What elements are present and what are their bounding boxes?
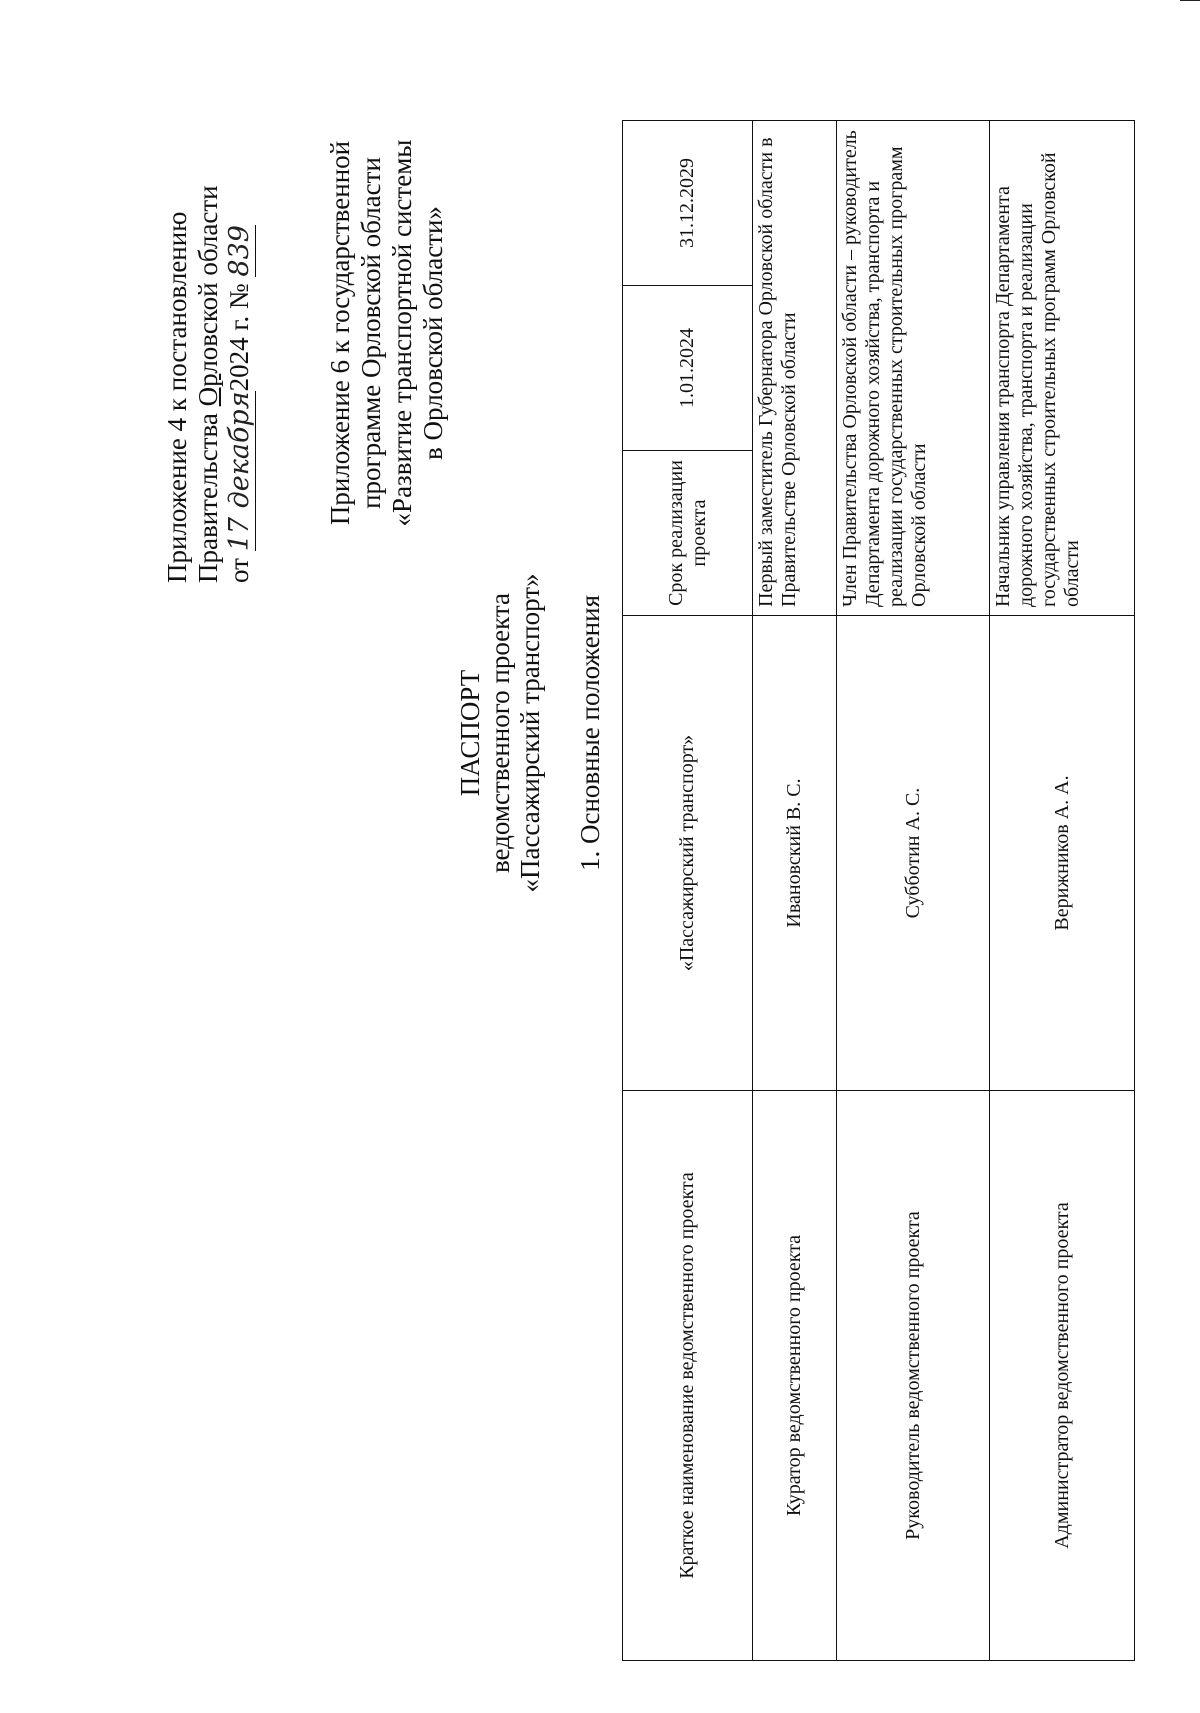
table-row-admin [990,121,1135,1661]
short-name-value: «Пассажирский транспорт» [623,616,753,1091]
appendix-6-block [325,103,449,563]
curator-name: Ивановский В. С. [753,616,837,1091]
appendix-4-line-3 [224,93,256,583]
handwritten-number: 839 [224,225,255,277]
appendix-4-line-2 [193,93,224,583]
admin-position: Начальник управления транспорта Департамента дорожного хозяйства, транспорта и реализации государственных строительных программ Орловской области [990,121,1135,616]
appendix-4-line-3-mid: 2024 г. № [224,283,254,392]
appendix-4-line-2-underlined: Ор [193,373,223,407]
appendix-4-line-2-rest: ловской области [193,185,223,374]
appendix-6-line-3: «Развитие транспортной системы [387,139,417,527]
table-row-curator [753,121,837,1661]
curator-label: Куратор ведомственного проекта [753,1091,837,1661]
appendix-6-line-4: в Орловской области» [418,206,448,460]
head-position: Член Правительства Орловской области – руководитель Департамента дорожного хозяйства, транспорта и реализации государственных строительных программ Орловской области [837,121,990,616]
table-row-short-name [623,121,753,1661]
term-label: Срок реализации проекта [623,451,753,616]
admin-name: Верижников А. А. [990,616,1135,1091]
handwritten-date: 17 декабря [224,391,255,552]
appendix-6-line-1: Приложение 6 к государственной [325,140,355,526]
admin-label: Администратор ведомственного проекта [990,1091,1135,1661]
head-label: Руководитель ведомственного проекта [837,1091,990,1661]
table-row-head [837,121,990,1661]
appendix-4-block [162,93,256,583]
curator-position: Первый заместитель Губернатора Орловской области в Правительстве Орловской области [753,121,837,616]
appendix-6-line-2: программе Орловской области [356,157,386,509]
main-provisions-table [622,120,1135,1661]
term-start: 1.01.2024 [623,286,753,451]
short-name-label: Краткое наименование ведомственного проекта [623,1091,753,1661]
passport-heading [455,453,545,1013]
passport-title: ПАСПОРТ [455,669,485,797]
appendix-4-line-1: Приложение 4 к постановлению [162,211,192,583]
appendix-4-line-2-prefix: Правительства [193,406,223,583]
appendix-4-line-3-prefix: от [224,551,254,583]
term-end: 31.12.2029 [623,121,753,286]
head-name: Субботин А. С. [837,616,990,1091]
scan-edge-mark [1180,0,1200,1]
passport-subtitle-2: «Пассажирский транспорт» [515,573,545,893]
section-title: 1. Основные положения [575,595,605,871]
passport-subtitle-1: ведомственного проекта [485,592,515,874]
